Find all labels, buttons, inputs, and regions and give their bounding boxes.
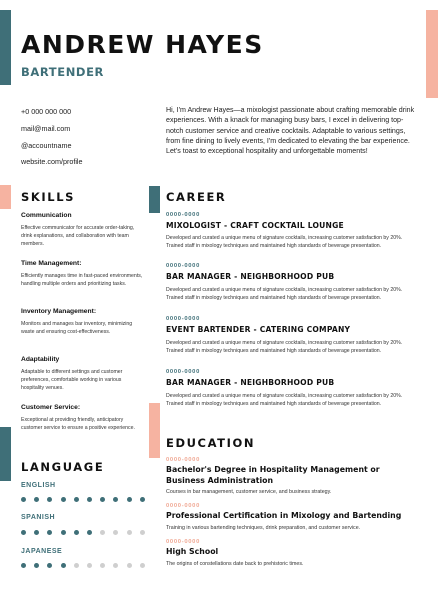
education-title: Professional Certification in Mixology and Bartending: [166, 511, 402, 520]
level-dot-filled: [74, 530, 79, 535]
accent-bar-career: [149, 186, 160, 213]
level-dot-filled: [21, 530, 26, 535]
level-dot-empty: [127, 530, 132, 535]
contact-email[interactable]: mail@mail.com: [21, 124, 71, 133]
level-dot-filled: [100, 497, 105, 502]
job-desc: Developed and curated a unique menu of signature cocktails, increasing customer satisfaction by 20%. Trained staff in mixology techniques and maintained high standards of beverage presentation.: [166, 393, 403, 407]
job-date: 0000-0000: [166, 263, 201, 269]
skill-desc: Effective communicator for accurate order-taking, drink explanations, and collaboration with team members.: [21, 225, 135, 247]
education-date: 0000-0000: [166, 539, 201, 545]
language-level-english: [21, 497, 145, 502]
career-heading: CAREER: [166, 190, 227, 204]
education-heading: EDUCATION: [166, 436, 256, 450]
education-title: High School: [166, 547, 219, 556]
level-dot-filled: [21, 497, 26, 502]
level-dot-empty: [127, 563, 132, 568]
skill-desc: Adaptable to different settings and customer preferences, comfortable working in various hospitality venues.: [21, 369, 123, 391]
level-dot-filled: [61, 530, 66, 535]
contact-website[interactable]: website.com/profile: [21, 157, 83, 166]
skill-title: Adaptability: [21, 356, 60, 363]
level-dot-empty: [113, 530, 118, 535]
language-level-japanese: [21, 563, 145, 568]
education-desc: The origins of constellations date back to prehistoric times.: [166, 561, 304, 567]
job-date: 0000-0000: [166, 316, 201, 322]
skill-desc: Efficiently manages time in fast-paced environments, handling multiple orders and prioritizing tasks.: [21, 273, 143, 287]
level-dot-filled: [61, 497, 66, 502]
level-dot-filled: [47, 530, 52, 535]
level-dot-filled: [87, 497, 92, 502]
level-dot-empty: [100, 530, 105, 535]
job-title: MIXOLOGIST - CRAFT COCKTAIL LOUNGE: [166, 221, 344, 230]
skills-heading: SKILLS: [21, 190, 76, 204]
skill-title: Time Management:: [21, 260, 82, 267]
level-dot-filled: [34, 530, 39, 535]
level-dot-filled: [127, 497, 132, 502]
education-title: Bachelor's Degree in Hospitality Management or Business Administration: [166, 465, 380, 485]
skill-desc: Exceptional at providing friendly, anticipatory customer service to ensure a positive experience.: [21, 417, 135, 431]
level-dot-empty: [74, 563, 79, 568]
level-dot-filled: [47, 563, 52, 568]
level-dot-filled: [74, 497, 79, 502]
level-dot-filled: [87, 530, 92, 535]
accent-bar-education: [149, 403, 160, 458]
language-name: ENGLISH: [21, 482, 56, 489]
level-dot-empty: [100, 563, 105, 568]
level-dot-empty: [113, 563, 118, 568]
job-desc: Developed and curated a unique menu of signature cocktails, increasing customer satisfaction by 20%. Trained staff in mixology techniques and maintained high standards of beverage presentation.: [166, 287, 403, 301]
level-dot-filled: [34, 563, 39, 568]
contact-account[interactable]: @accountname: [21, 141, 72, 150]
job-desc: Developed and curated a unique menu of signature cocktails, increasing customer satisfaction by 20%. Trained staff in mixology techniques and maintained high standards of beverage presentation.: [166, 235, 403, 249]
education-desc: Training in various bartending techniques, drink preparation, and customer service.: [166, 525, 361, 531]
level-dot-filled: [34, 497, 39, 502]
level-dot-filled: [61, 563, 66, 568]
accent-bar-top-left: [0, 10, 11, 85]
skill-title: Communication: [21, 212, 72, 219]
accent-bar-language: [0, 427, 11, 481]
education-date: 0000-0000: [166, 457, 201, 463]
candidate-name: ANDREW HAYES: [21, 30, 264, 59]
skill-title: Customer Service:: [21, 404, 81, 411]
profile-summary: Hi, I'm Andrew Hayes—a mixologist passionate about crafting memorable drink experiences. With a knack for managing busy bars, I excel in delivering top-notch customer service and creative cocktails. Adaptable to various settings, from fine dining to lively events, I'm dedicated to elevating the bar experience. Let's toast to exceptional hospitality and unforgettable moments!: [166, 106, 415, 156]
education-date: 0000-0000: [166, 503, 201, 509]
job-title: EVENT BARTENDER - CATERING COMPANY: [166, 325, 351, 334]
contact-phone: +0 000 000 000: [21, 107, 72, 116]
level-dot-empty: [140, 530, 145, 535]
language-name: SPANISH: [21, 514, 56, 521]
language-heading: LANGUAGE: [21, 460, 105, 474]
level-dot-empty: [140, 563, 145, 568]
level-dot-empty: [87, 563, 92, 568]
job-desc: Developed and curated a unique menu of signature cocktails, increasing customer satisfaction by 20%. Trained staff in mixology techniques and maintained high standards of beverage presentation.: [166, 340, 403, 354]
education-desc: Courses in bar management, customer service, and business strategy.: [166, 489, 332, 495]
level-dot-filled: [21, 563, 26, 568]
skill-desc: Monitors and manages bar inventory, minimizing waste and ensuring cost-effectiveness.: [21, 321, 133, 335]
level-dot-filled: [140, 497, 145, 502]
skill-title: Inventory Management:: [21, 308, 97, 315]
job-title: BAR MANAGER - NEIGHBORHOOD PUB: [166, 272, 335, 281]
accent-bar-skills: [0, 185, 11, 209]
job-title: BAR MANAGER - NEIGHBORHOOD PUB: [166, 378, 335, 387]
level-dot-filled: [113, 497, 118, 502]
accent-bar-top-right: [426, 10, 438, 98]
candidate-role: BARTENDER: [21, 65, 104, 79]
language-name: JAPANESE: [21, 548, 63, 555]
language-level-spanish: [21, 530, 145, 535]
job-date: 0000-0000: [166, 369, 201, 375]
level-dot-filled: [47, 497, 52, 502]
job-date: 0000-0000: [166, 212, 201, 218]
